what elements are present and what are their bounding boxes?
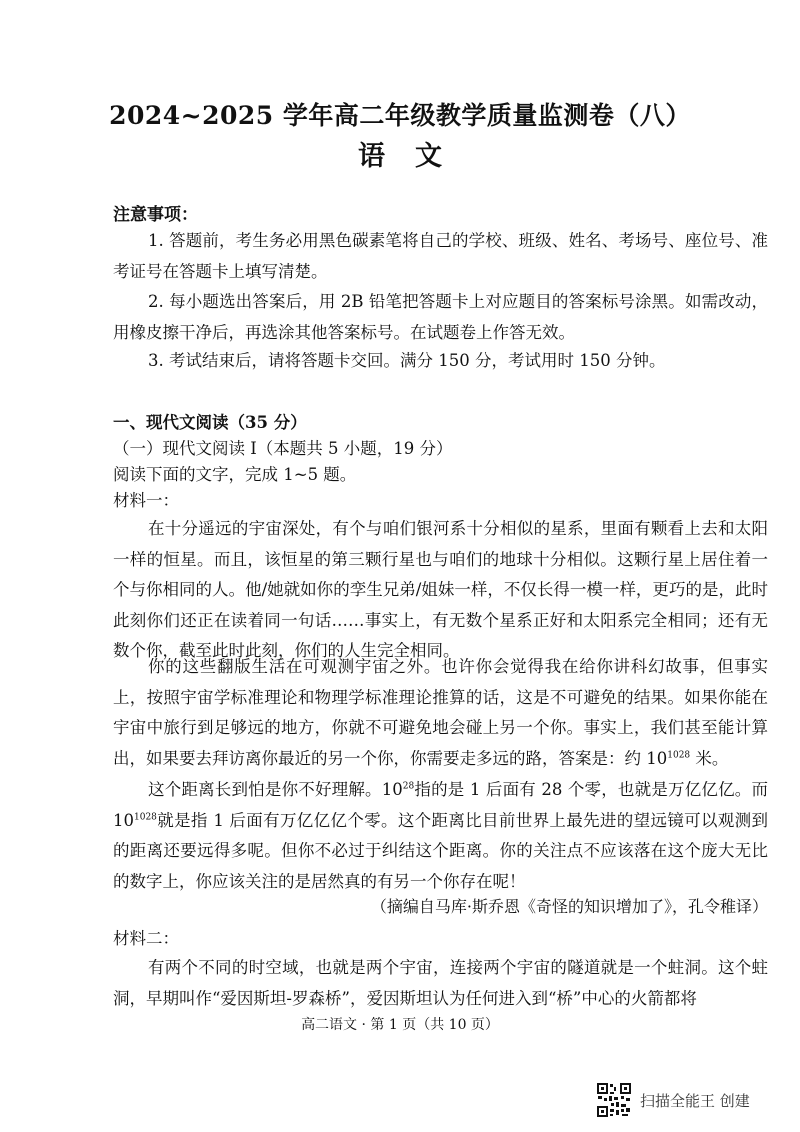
paragraph-2-end: 米。 [690, 748, 729, 768]
material-one-paragraph-3 [113, 775, 768, 897]
notice-item-1: 1. 答题前，考生务必用黑色碳素笔将自己的学校、班级、姓名、考场号、座位号、准考证号在答题卡上填写清楚。 [113, 231, 768, 281]
paragraph-3-part-c: 就是指 1 后面有万亿亿亿个零。这个距离比目前世界上最先进的望远镜可以观测到的距离还要远得多呢。但你不必过于纠结这个距离。你的关注点不应该落在这个庞大无比的数字上，你应该关注的是居然真的有另一个你存在呢！ [113, 810, 768, 891]
section-instruction: 阅读下面的文字，完成 1~5 题。 [113, 465, 357, 484]
watermark-text: 扫描全能王 创建 [640, 1091, 750, 1110]
material-two-label: 材料二： [113, 929, 179, 948]
paragraph-3-part-a: 这个距离长到怕是你不好理解。10 [148, 780, 403, 799]
subject-title: 语文 [358, 141, 472, 172]
section-sub-heading: （一）现代文阅读 I（本题共 5 小题，19 分） [113, 439, 453, 458]
qr-code-icon [596, 1082, 632, 1118]
scanner-watermark [596, 1082, 750, 1118]
material-one-paragraph-1: 在十分遥远的宇宙深处，有个与咱们银河系十分相似的星系，里面有颗看上去和太阳一样的恒星。而且，该恒星的第三颗行星也与咱们的地球十分相似。这颗行星上居住着一个与你相同的人。他/她就如你的孪生兄弟/姐妹一样，不仅长得一模一样，更巧的是，此时此刻你们还正在读着同一句话……事实上，有无数个星系正好和太阳系完全相同；还有无数个你，截至此时此刻，你们的人生完全相同。 [113, 519, 768, 660]
notice-heading: 注意事项： [113, 205, 198, 225]
exponent: 1028 [134, 812, 157, 822]
notice-item-2: 2. 每小题选出答案后，用 2B 铅笔把答题卡上对应题目的答案标号涂黑。如需改动，用橡皮擦干净后，再选涂其他答案标号。在试题卷上作答无效。 [113, 292, 768, 342]
exam-title: 2024~2025 学年高二年级教学质量监测卷（八） [109, 101, 691, 130]
exponent: 1028 [667, 750, 691, 760]
material-one-label: 材料一： [113, 491, 179, 510]
notice-item-3: 3. 考试结束后，请将答题卡交回。满分 150 分，考试用时 150 分钟。 [148, 351, 666, 370]
page-footer: 高二语文 · 第 1 页（共 10 页） [301, 1017, 499, 1033]
material-two-paragraph-1: 有两个不同的时空域，也就是两个宇宙，连接两个宇宙的隧道就是一个蛀洞。这个蛀洞，早期叫作“爱因斯坦-罗森桥”，爱因斯坦认为任何进入到“桥”中心的火箭都将 [113, 958, 768, 1008]
material-one-paragraph-2 [113, 652, 768, 774]
paragraph-2-text: 你的这些翻版生活在可观测宇宙之外。也许你会觉得我在给你讲科幻故事，但事实上，按照宇宙学标准理论和物理学标准理论推算的话，这是不可避免的结果。如果你能在宇宙中旅行到足够远的地方，你就不可避免地会碰上另一个你。事实上，我们甚至能计算出，如果要去拜访离你最近的另一个你，你需要走多远的路，答案是：约 10 [113, 657, 768, 768]
exponent: 28 [402, 781, 415, 792]
paragraph-3-part-b: 指的是 1 后面有 28 个零，也就是万亿亿亿。而 10 [113, 780, 768, 830]
source-citation: （摘编自马库·斯乔恩《奇怪的知识增加了》，孔令稚译） [370, 897, 768, 916]
section-heading: 一、现代文阅读（35 分） [113, 413, 307, 432]
